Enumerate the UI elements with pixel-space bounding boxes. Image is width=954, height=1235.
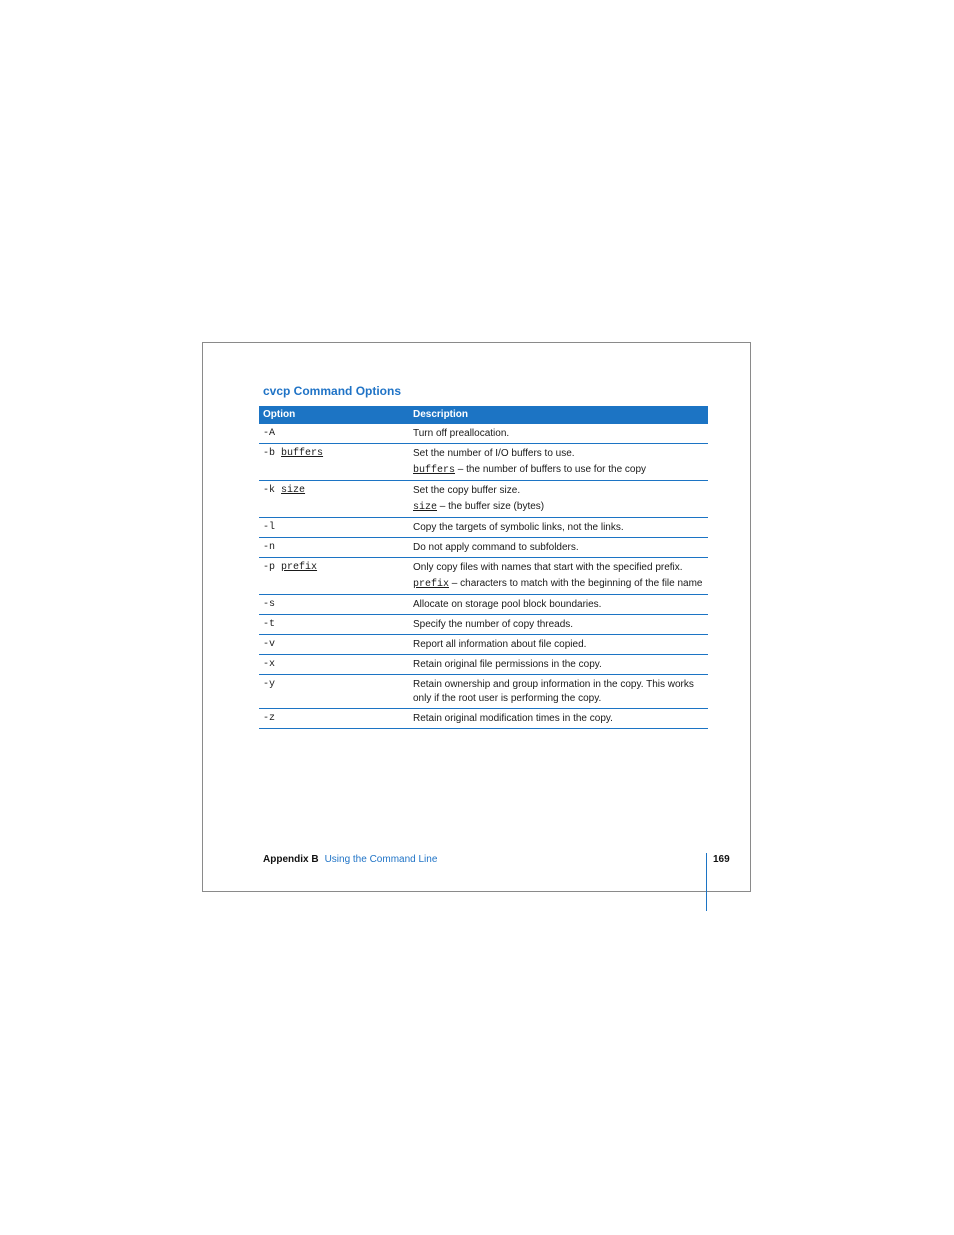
table-row xyxy=(259,518,708,538)
footer-appendix-label: Appendix B xyxy=(263,854,319,865)
description-cell xyxy=(409,538,708,558)
table-row xyxy=(259,615,708,635)
argument-name: size xyxy=(413,502,438,513)
option-cell xyxy=(259,558,409,595)
table-row xyxy=(259,538,708,558)
option-flag: -v xyxy=(263,639,276,650)
description-text: Copy the targets of symbolic links, not the links. xyxy=(413,522,624,533)
table-row xyxy=(259,558,708,595)
argument-description-text: – the buffer size (bytes) xyxy=(439,501,545,512)
option-cell xyxy=(259,615,409,635)
table-header-row xyxy=(259,406,708,424)
header-description: Description xyxy=(409,406,708,424)
option-flag: -k xyxy=(263,485,276,496)
option-cell xyxy=(259,481,409,518)
argument-description xyxy=(413,463,704,478)
table-row xyxy=(259,424,708,444)
footer-left xyxy=(263,854,437,865)
description-cell xyxy=(409,635,708,655)
option-flag: -A xyxy=(263,428,276,439)
table-row xyxy=(259,709,708,729)
option-argument: buffers xyxy=(281,448,324,459)
description-cell xyxy=(409,615,708,635)
table-row xyxy=(259,675,708,709)
option-cell xyxy=(259,709,409,729)
option-flag: -l xyxy=(263,522,276,533)
header-option: Option xyxy=(259,406,409,424)
argument-name: prefix xyxy=(413,579,450,590)
description-cell xyxy=(409,709,708,729)
description-text: Allocate on storage pool block boundaries. xyxy=(413,599,602,610)
table-row xyxy=(259,595,708,615)
option-cell xyxy=(259,538,409,558)
description-text: Set the copy buffer size. xyxy=(413,485,521,496)
option-cell xyxy=(259,424,409,444)
description-text: Retain ownership and group information in the copy. This works only if the root user is performing the copy. xyxy=(413,679,694,704)
option-cell xyxy=(259,675,409,709)
option-cell xyxy=(259,518,409,538)
section-title: cvcp Command Options xyxy=(263,384,402,398)
description-cell xyxy=(409,444,708,481)
option-flag: -t xyxy=(263,619,276,630)
description-cell xyxy=(409,558,708,595)
options-table xyxy=(259,406,708,729)
footer-divider xyxy=(706,853,707,911)
description-text: Retain original file permissions in the copy. xyxy=(413,659,602,670)
description-text: Do not apply command to subfolders. xyxy=(413,542,579,553)
description-cell xyxy=(409,655,708,675)
description-text: Retain original modification times in the copy. xyxy=(413,713,613,724)
table-row xyxy=(259,655,708,675)
description-cell xyxy=(409,595,708,615)
description-text: Turn off preallocation. xyxy=(413,428,510,439)
option-flag: -z xyxy=(263,713,276,724)
description-text: Report all information about file copied. xyxy=(413,639,587,650)
option-argument: prefix xyxy=(281,562,318,573)
option-flag: -y xyxy=(263,679,276,690)
description-cell xyxy=(409,481,708,518)
argument-description xyxy=(413,500,704,515)
option-flag: -n xyxy=(263,542,276,553)
argument-description xyxy=(413,577,704,592)
option-argument: size xyxy=(281,485,306,496)
argument-name: buffers xyxy=(413,465,456,476)
description-text: Specify the number of copy threads. xyxy=(413,619,574,630)
option-cell xyxy=(259,655,409,675)
option-flag: -x xyxy=(263,659,276,670)
table-row xyxy=(259,635,708,655)
option-flag: -p xyxy=(263,562,276,573)
table-row xyxy=(259,444,708,481)
option-cell xyxy=(259,595,409,615)
description-cell xyxy=(409,518,708,538)
options-table-body xyxy=(259,424,708,729)
argument-description-text: – characters to match with the beginning of the file name xyxy=(451,578,703,589)
page-number: 169 xyxy=(713,854,730,865)
table-row xyxy=(259,481,708,518)
description-cell xyxy=(409,675,708,709)
description-text: Only copy files with names that start with the specified prefix. xyxy=(413,562,683,573)
option-flag: -s xyxy=(263,599,276,610)
option-flag: -b xyxy=(263,448,276,459)
description-text: Set the number of I/O buffers to use. xyxy=(413,448,575,459)
footer-chapter-link[interactable]: Using the Command Line xyxy=(324,854,438,865)
option-cell xyxy=(259,635,409,655)
argument-description-text: – the number of buffers to use for the copy xyxy=(457,464,647,475)
description-cell xyxy=(409,424,708,444)
option-cell xyxy=(259,444,409,481)
